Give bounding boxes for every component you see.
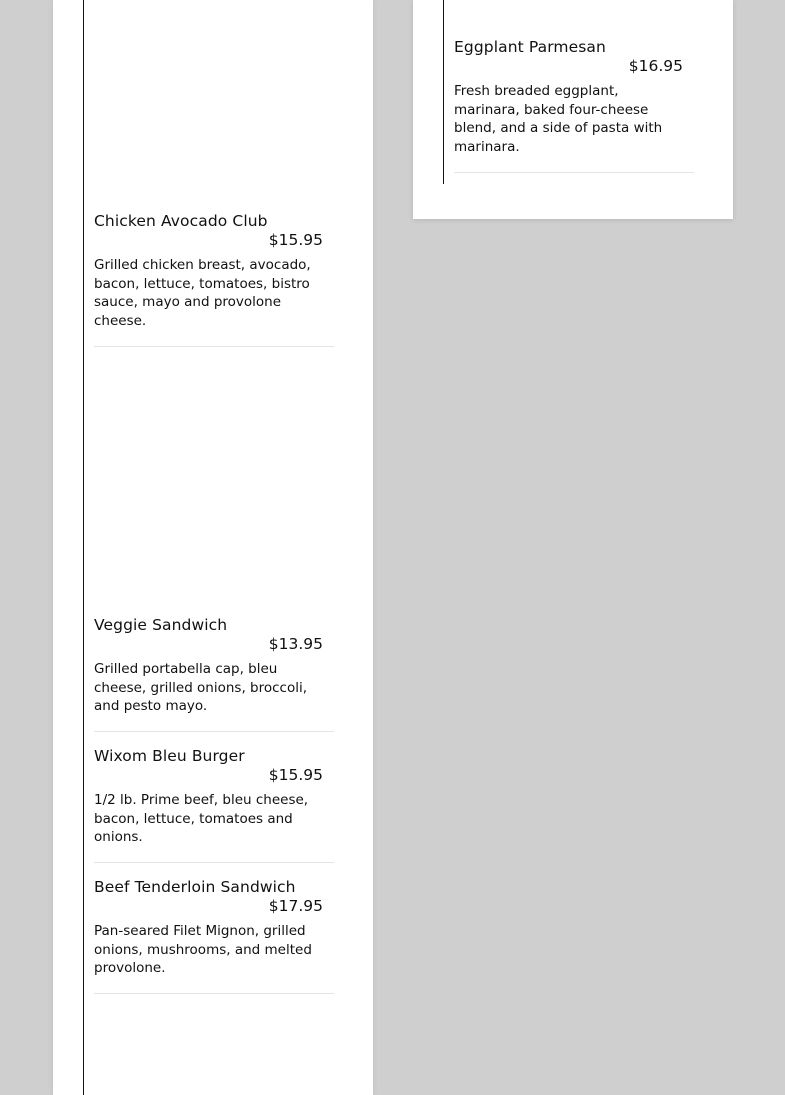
menu-item-veggie-sandwich xyxy=(94,615,334,732)
item-price: $13.95 xyxy=(268,635,323,653)
item-description: Pan-seared Filet Mignon, grilled onions, mushrooms, and melted provolone. xyxy=(94,923,312,977)
menu-item-chicken-avocado-club xyxy=(94,211,334,347)
item-description: Grilled portabella cap, bleu cheese, grilled onions, broccoli, and pesto mayo. xyxy=(94,661,308,715)
item-description: 1/2 lb. Prime beef, bleu cheese, bacon, lettuce, tomatoes and onions. xyxy=(94,792,309,846)
item-name: Veggie Sandwich xyxy=(94,616,228,634)
vertical-rule xyxy=(443,0,444,184)
item-price: $15.95 xyxy=(268,231,323,249)
item-description: Grilled chicken breast, avocado, bacon, lettuce, tomatoes, bistro sauce, mayo and provolone cheese. xyxy=(94,257,311,330)
item-divider xyxy=(94,731,334,732)
menu-item-wixom-bleu-burger xyxy=(94,746,334,863)
item-divider xyxy=(94,346,334,347)
item-name: Beef Tenderloin Sandwich xyxy=(94,878,296,896)
item-divider xyxy=(454,172,694,173)
item-name: Eggplant Parmesan xyxy=(454,38,606,56)
item-description: Fresh breaded eggplant, marinara, baked four-cheese blend, and a side of pasta with marinara. xyxy=(454,83,663,156)
menu-card-right xyxy=(413,0,733,219)
item-divider xyxy=(94,862,334,863)
menu-card-left xyxy=(53,0,373,1095)
item-name: Wixom Bleu Burger xyxy=(94,747,245,765)
item-price: $17.95 xyxy=(268,897,323,915)
menu-item-eggplant-parmesan xyxy=(454,37,694,173)
item-divider xyxy=(94,993,334,994)
item-price: $15.95 xyxy=(268,766,323,784)
vertical-rule xyxy=(83,0,84,1095)
item-price: $16.95 xyxy=(628,57,683,75)
menu-item-beef-tenderloin-sandwich xyxy=(94,877,334,994)
item-name: Chicken Avocado Club xyxy=(94,212,268,230)
